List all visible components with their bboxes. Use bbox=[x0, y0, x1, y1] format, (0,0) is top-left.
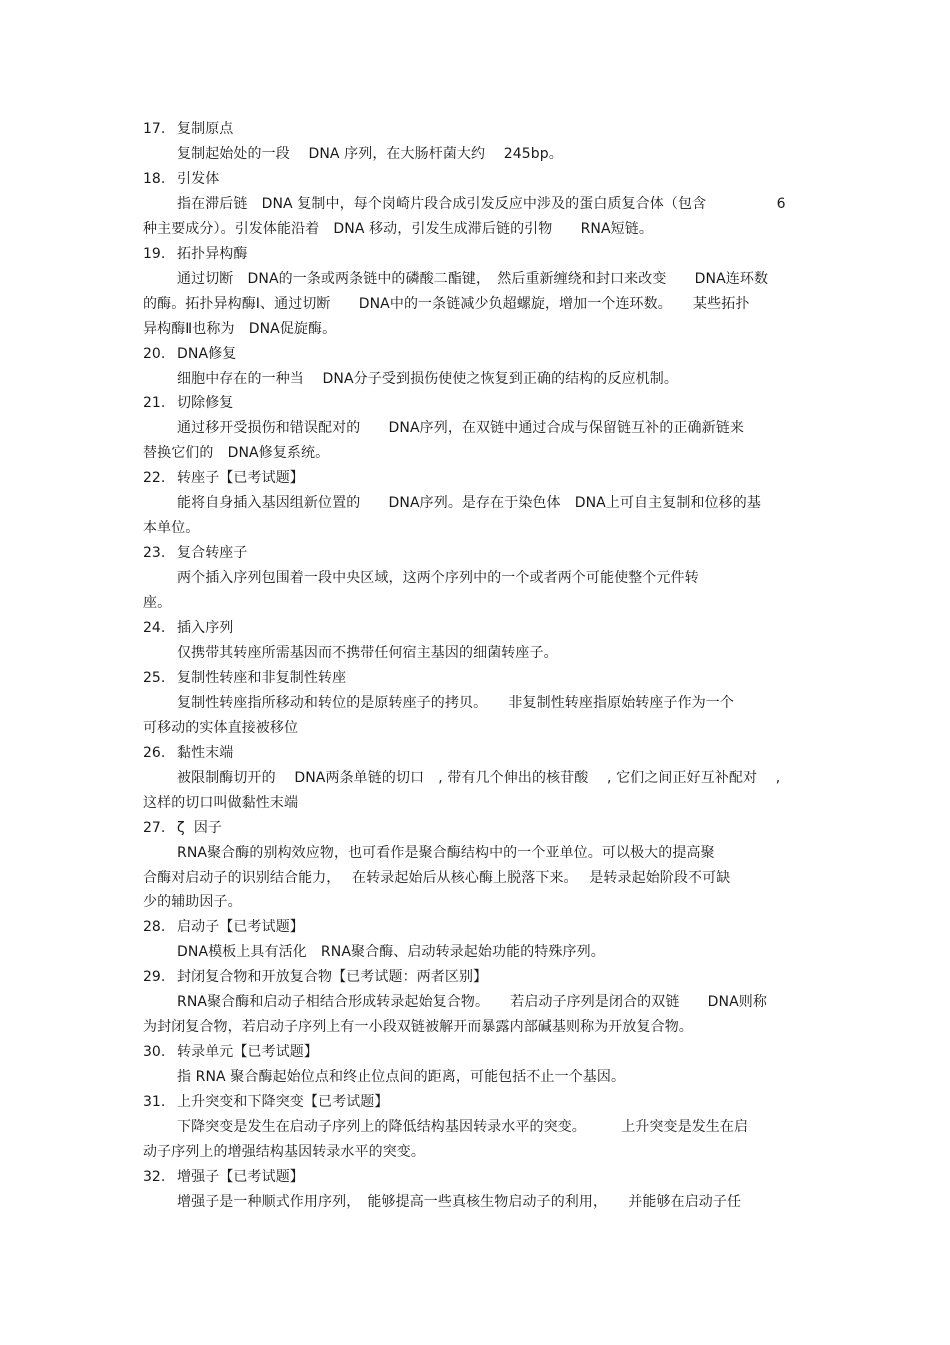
entry-title: 引发体 bbox=[177, 170, 220, 187]
entry-number: 29. bbox=[143, 969, 166, 986]
definition-continuation-line: 可移动的实体直接被移位 bbox=[143, 719, 299, 736]
entry-number: 21. bbox=[143, 395, 166, 412]
entry-title: DNA修复 bbox=[177, 345, 237, 362]
definition-line: 细胞中存在的一种当 DNA分子受到损伤使使之恢复到正确的结构的反应机制。 bbox=[177, 370, 678, 387]
entry-title: 封闭复合物和开放复合物【已考试题：两者区别】 bbox=[177, 969, 488, 986]
definition-line: 两个插入序列包围着一段中央区域，这两个序列中的一个或者两个可能使整个元件转 bbox=[177, 570, 699, 587]
entry-title: 增强子【已考试题】 bbox=[177, 1168, 304, 1185]
definition-line: 下降突变是发生在启动子序列上的降低结构基因转录水平的突变。 上升突变是发生在启 bbox=[177, 1119, 749, 1135]
definition-line: 通过移开受损伤和错误配对的 DNA序列，在双链中通过合成与保留链互补的正确新链来 bbox=[177, 420, 744, 437]
entry-title: 插入序列 bbox=[177, 620, 234, 636]
entry-title: 复制原点 bbox=[177, 121, 234, 137]
entry-title: 复合转座子 bbox=[177, 545, 248, 562]
entry-number: 32. bbox=[143, 1168, 166, 1185]
definition-continuation-line: 动子序列上的增强结构基因转录水平的突变。 bbox=[143, 1143, 425, 1160]
definition-line: 复制性转座指所移动和转位的是原转座子的拷贝。 非复制性转座指原始转座子作为一个 bbox=[177, 694, 734, 711]
definition-continuation-line: 少的辅助因子。 bbox=[143, 894, 242, 911]
definition-line: 指 RNA 聚合酶起始位点和终止位点间的距离，可能包括不止一个基因。 bbox=[177, 1069, 626, 1086]
definition-continuation-line: 种主要成分）。引发体能沿着 DNA 移动，引发生成滞后链的引物 RNA短链。 bbox=[143, 220, 653, 237]
entry-number: 19. bbox=[143, 245, 166, 262]
entry-number: 20. bbox=[143, 345, 166, 362]
entry-number: 24. bbox=[143, 620, 166, 636]
entry-title: ζ 因子 bbox=[177, 819, 223, 836]
entry-title: 启动子【已考试题】 bbox=[177, 919, 304, 936]
entry-title: 上升突变和下降突变【已考试题】 bbox=[177, 1094, 389, 1111]
definition-continuation-line: 的酶。拓扑异构酶Ⅰ、通过切断 DNA中的一条链减少负超螺旋，增加一个连环数。 某些拓扑 bbox=[143, 295, 750, 312]
entry-number: 18. bbox=[143, 170, 166, 187]
entry-number: 28. bbox=[143, 919, 166, 936]
entry-title: 拓扑异构酶 bbox=[177, 245, 248, 262]
entry-number: 22. bbox=[143, 470, 166, 487]
entry-number: 26. bbox=[143, 744, 166, 761]
definition-continuation-line: 座。 bbox=[143, 595, 172, 612]
entry-title: 黏性末端 bbox=[177, 744, 234, 761]
entry-number: 30. bbox=[143, 1044, 166, 1061]
entry-title: 复制性转座和非复制性转座 bbox=[177, 669, 347, 686]
definition-continuation-line: 替换它们的 DNA修复系统。 bbox=[143, 445, 330, 462]
entry-number: 17. bbox=[143, 121, 166, 137]
definition-line: 增强子是一种顺式作用序列， 能够提高一些真核生物启动子的利用， 并能够在启动子任 bbox=[177, 1193, 742, 1210]
definition-line: 能将自身插入基因组新位置的 DNA序列。是存在于染色体 DNA上可自主复制和位移的基 bbox=[177, 495, 761, 512]
definition-line: RNA聚合酶的别构效应物，也可看作是聚合酶结构中的一个亚单位。可以极大的提高聚 bbox=[177, 844, 715, 861]
definition-line: 复制起始处的一段 DNA 序列，在大肠杆菌大约 245bp。 bbox=[177, 145, 563, 162]
definition-line: 被限制酶切开的 DNA两条单链的切口 , 带有几个伸出的核苷酸 , 它们之间正好互补配对 , bbox=[177, 769, 781, 786]
entry-number: 25. bbox=[143, 669, 166, 686]
entry-number: 23. bbox=[143, 545, 166, 562]
definition-line: 仅携带其转座所需基因而不携带任何宿主基因的细菌转座子。 bbox=[177, 644, 558, 661]
entry-title: 切除修复 bbox=[177, 395, 234, 412]
entry-title: 转录单元【已考试题】 bbox=[177, 1044, 318, 1061]
definition-line: RNA聚合酶和启动子相结合形成转录起始复合物。 若启动子序列是闭合的双链 DNA则称 bbox=[177, 994, 768, 1011]
definition-line: 通过切断 DNA的一条或两条链中的磷酸二酯键， 然后重新缠绕和封口来改变 DNA连环数 bbox=[177, 270, 769, 287]
entry-number: 27. bbox=[143, 819, 166, 836]
entry-number: 31. bbox=[143, 1094, 166, 1111]
definition-continuation-line: 异构酶Ⅱ也称为 DNA促旋酶。 bbox=[143, 320, 337, 337]
entry-title: 转座子【已考试题】 bbox=[177, 470, 304, 487]
definition-continuation-line: 合酶对启动子的识别结合能力， 在转录起始后从核心酶上脱落下来。 是转录起始阶段不可缺 bbox=[143, 869, 731, 886]
definition-continuation-line: 本单位。 bbox=[143, 520, 200, 537]
definition-line: DNA模板上具有活化 RNA聚合酶、启动转录起始功能的特殊序列。 bbox=[177, 944, 605, 961]
definition-continuation-line: 这样的切口叫做黏性末端 bbox=[143, 794, 299, 811]
definition-continuation-line: 为封闭复合物，若启动子序列上有一小段双链被解开而暴露内部碱基则称为开放复合物。 bbox=[143, 1019, 693, 1036]
definition-line: 指在滞后链 DNA 复制中，每个岗崎片段合成引发反应中涉及的蛋白质复合体（包含 6 bbox=[177, 195, 786, 212]
